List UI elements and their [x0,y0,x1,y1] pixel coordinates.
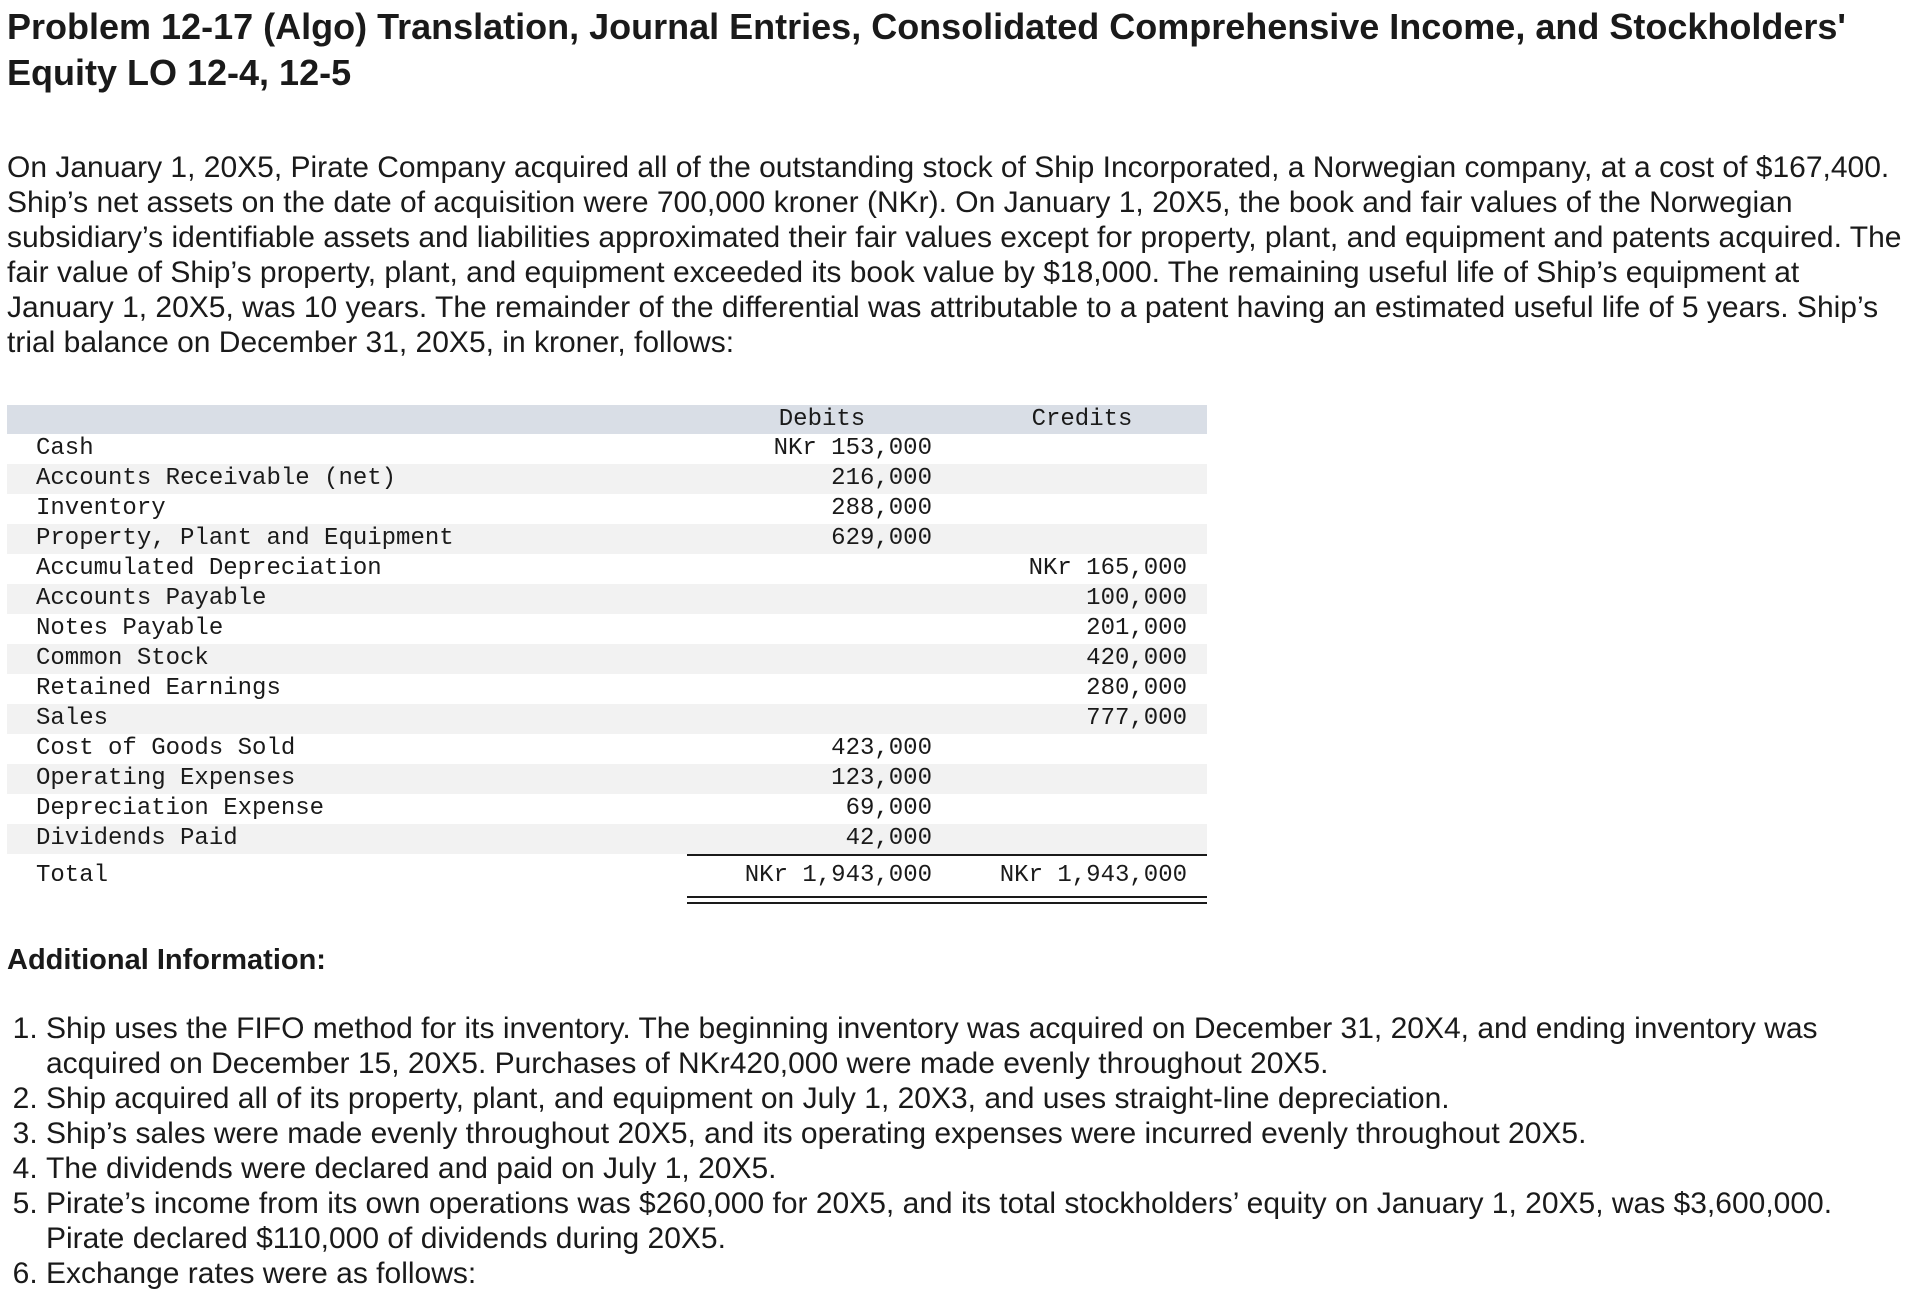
table-row [7,524,1207,554]
total-debit: NKr 1,943,000 [744,862,932,889]
account-name: Accounts Payable [36,585,267,612]
credit-amount: 420,000 [1086,645,1187,672]
table-row [7,764,1207,794]
account-name: Property, Plant and Equipment [36,525,454,552]
table-row [7,704,1207,734]
account-name: Retained Earnings [36,675,281,702]
list-item: 5. Pirate’s income from its own operations was $260,000 for 20X5, and its total stockholders’ equity on January 1, 20X5, was $3,600,000. Pirate declared $110,000 of dividends during 20X5. [46,1186,1906,1256]
trial-balance-table [7,405,1207,898]
trial-balance-header [7,405,1207,434]
debit-amount: 69,000 [845,795,932,822]
total-credit: NKr 1,943,000 [999,862,1187,889]
table-row [7,734,1207,764]
debit-amount: 629,000 [831,525,932,552]
trial-balance-body [7,434,1207,854]
credit-amount: NKr 165,000 [1028,555,1187,582]
list-item: 1. Ship uses the FIFO method for its inventory. The beginning inventory was acquired on December 31, 20X4, and ending inventory was acquired on December 15, 20X5. Purchases of NKr420,000 were made evenly throughout 20X5. [46,1011,1906,1081]
debit-amount: 123,000 [831,765,932,792]
table-row [7,794,1207,824]
table-row [7,674,1207,704]
table-row [7,494,1207,524]
total-label: Total [36,862,109,889]
table-row [7,824,1207,854]
account-name: Inventory [36,495,166,522]
list-item: 6. Exchange rates were as follows: [46,1256,1906,1291]
account-name: Sales [36,705,109,732]
account-name: Dividends Paid [36,825,238,852]
credit-amount: 201,000 [1086,615,1187,642]
credit-amount: 100,000 [1086,585,1187,612]
credit-amount: 280,000 [1086,675,1187,702]
account-name: Accumulated Depreciation [36,555,382,582]
problem-intro: On January 1, 20X5, Pirate Company acquired all of the outstanding stock of Ship Incorporated, a Norwegian company, at a cost of $167,400. Ship’s net assets on the date of acquisition were 700,000 kroner (NKr). On January 1, 20X5, the book and fair values of the Norwegian subsidiary’s identifiable assets and liabilities approximated their fair values except for property, plant, and equipment and patents acquired. The fair value of Ship’s property, plant, and equipment exceeded its book value by $18,000. The remaining useful life of Ship’s equipment at January 1, 20X5, was 10 years. The remainder of the differential was attributable to a patent having an estimated useful life of 5 years. Ship’s trial balance on December 31, 20X5, in kroner, follows: [7,151,1902,359]
account-name: Cash [36,435,94,462]
account-name: Depreciation Expense [36,795,325,822]
account-name: Cost of Goods Sold [36,735,296,762]
debit-amount: 423,000 [831,735,932,762]
additional-info-heading: Additional Information: [7,944,326,976]
account-name: Accounts Receivable (net) [36,465,397,492]
debit-amount: 288,000 [831,495,932,522]
debit-amount: NKr 153,000 [773,435,932,462]
list-item: 4. The dividends were declared and paid on July 1, 20X5. [46,1151,1906,1186]
table-row [7,644,1207,674]
credit-amount: 777,000 [1086,705,1187,732]
problem-page [7,0,1909,1290]
account-name: Common Stock [36,645,209,672]
list-item: 3. Ship’s sales were made evenly throughout 20X5, and its operating expenses were incurred evenly throughout 20X5. [46,1116,1906,1151]
table-row [7,434,1207,464]
list-item: 2. Ship acquired all of its property, plant, and equipment on July 1, 20X3, and uses straight-line depreciation. [46,1081,1906,1116]
table-row [7,614,1207,644]
debits-header: Debits [778,406,866,433]
table-row [7,464,1207,494]
trial-balance-total-row [7,854,1207,898]
additional-info-list [7,1011,1906,1291]
debit-amount: 216,000 [831,465,932,492]
account-name: Notes Payable [36,615,224,642]
credits-header: Credits [1031,406,1133,433]
problem-title: Problem 12-17 (Algo) Translation, Journal Entries, Consolidated Comprehensive Income, and Stockholders' Equity LO 12-4, 12-5 [7,6,1846,93]
debit-amount: 42,000 [845,825,932,852]
table-row [7,554,1207,584]
account-name: Operating Expenses [36,765,296,792]
total-double-rule [687,896,1207,904]
table-row [7,584,1207,614]
